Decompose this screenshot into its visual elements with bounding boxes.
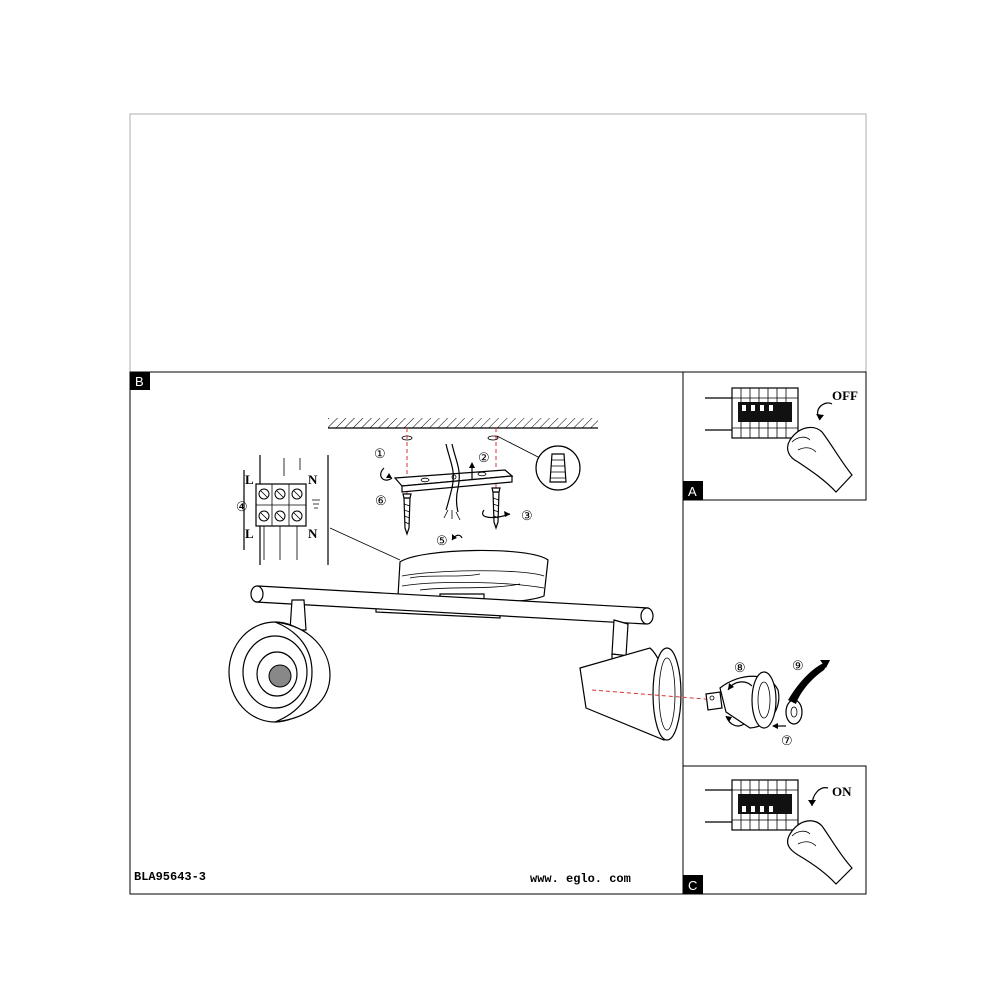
step-5: ⑤ <box>436 534 448 549</box>
step-1: ① <box>374 447 386 462</box>
fuse-switch-icon-off <box>705 388 798 438</box>
gu10-bulb-icon <box>706 672 779 728</box>
step-7: ⑦ <box>781 734 793 749</box>
ceiling-hatch <box>328 418 598 440</box>
screw-icon-left <box>403 494 411 534</box>
step-2: ② <box>478 451 490 466</box>
live-label-top: L <box>245 472 254 487</box>
neutral-label-bottom: N <box>308 526 318 541</box>
step-4: ④ <box>236 500 248 515</box>
on-label: ON <box>832 784 852 799</box>
step-3: ③ <box>521 509 533 524</box>
step-6: ⑥ <box>375 494 387 509</box>
step-9: ⑨ <box>792 659 804 674</box>
fuse-switch-icon-on <box>705 780 798 830</box>
panel-c-badge-label: C <box>688 878 698 893</box>
top-blank-panel <box>130 114 866 372</box>
spotlight-head-right <box>580 620 681 740</box>
live-label-bottom: L <box>245 526 254 541</box>
website: www. eglo. com <box>530 872 631 886</box>
panel-b-badge-label: B <box>135 374 144 389</box>
neutral-label-top: N <box>308 472 318 487</box>
step-8: ⑧ <box>734 661 746 676</box>
panel-a-badge-label: A <box>688 484 697 499</box>
model-code: BLA95643-3 <box>134 870 207 884</box>
terminal-block <box>244 455 400 565</box>
off-label: OFF <box>832 388 858 403</box>
spotlight-head-left <box>229 600 330 722</box>
screw-icon-right <box>492 488 500 528</box>
